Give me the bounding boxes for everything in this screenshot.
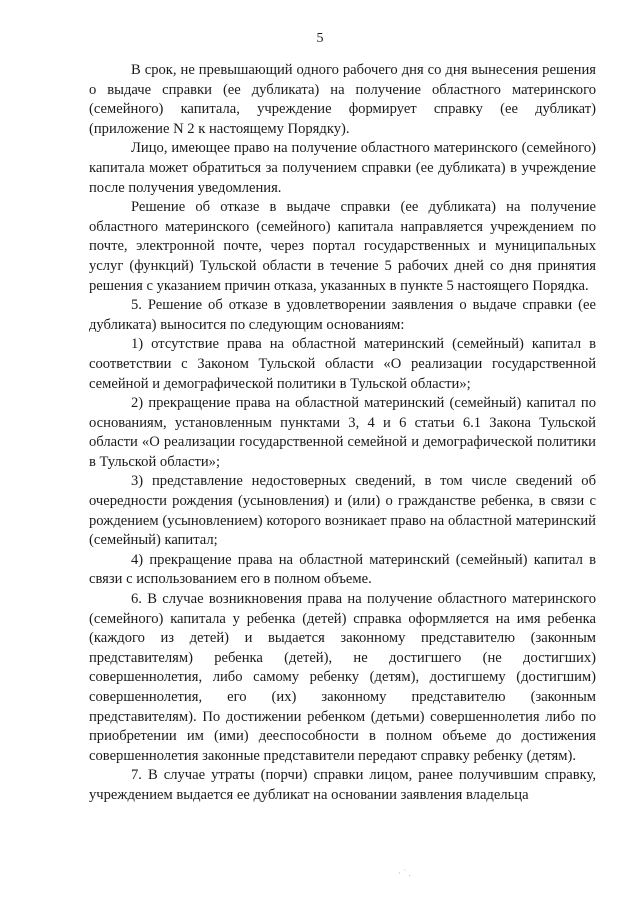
paragraph-clause-7: 7. В случае утраты (порчи) справки лицом, ранее получившим справку, учреждением выдается ее дубликат на основании заявления владельца [89,767,596,803]
document-body [89,61,596,806]
paragraph-certificate-formation: В срок, не превышающий одного рабочего дня со дня вынесения решения о выдаче справки (ее дубликата) на получение областного материнского (семейного) капитала, учреждение формирует справку (ее дубликат) (приложение N 2 к настоящему Порядку). [89,62,596,137]
paragraph-clause-6: 6. В случае возникновения права на получение областного материнского (семейного) капитала у ребенка (детей) справка оформляется на имя ребенка (каждого из детей) и выдается законному представителю (законным представителям) ребенка (детей), не достигшего (не достигших) совершеннолетия, либо самому ребенку (детям), достигшему (достигшим) совершеннолетия, его (их) законному представителю (законным представителям). По достижении ребенком (детьми) совершеннолетия либо по приобретении им (ими) дееспособности в полном объеме до достижения совершеннолетия законные представители передают справку ребенку (детям). [89,591,596,764]
list-item-1: 1) отсутствие права на областной материнский (семейный) капитал в соответствии с Законом Тульской области «О реализации государственной семейной и демографической политики в Тульской области»; [89,336,596,392]
list-item-2: 2) прекращение права на областной материнский (семейный) капитал по основаниям, установленным пунктами 3, 4 и 6 статьи 6.1 Закона Тульской области «О реализации государственной семейной и демографической политики в Тульской области»; [89,395,596,470]
scan-artifact: · ˙ . [398,868,411,878]
list-item-4: 4) прекращение права на областной материнский (семейный) капитал в связи с использованием его в полном объеме. [89,551,596,588]
page-number: 5 [316,31,324,46]
list-item-3: 3) представление недостоверных сведений, в том числе сведений об очередности рождения (усыновления) и (или) о гражданстве ребенка, в связи с рождением (усыновлением) которого возникает право на областной материнский (семейный) капитал; [89,473,596,549]
paragraph-clause-5: 5. Решение об отказе в удовлетворении заявления о выдаче справки (ее дубликата) выносится по следующим основаниям: [89,297,596,333]
paragraph-applicant-request: Лицо, имеющее право на получение областного материнского (семейного) капитала может обратиться за получением справки (ее дубликата) в учреждение после получения уведомления. [89,140,596,196]
paragraph-refusal-delivery: Решение об отказе в выдаче справки (ее дубликата) на получение областного материнского (семейного) капитала направляется учреждением по почте, электронной почте, через портал государственных и муниципальных услуг (функций) Тульской области в течение 5 рабочих дней со дня принятия решения с указанием причин отказа, указанных в пункте 5 настоящего Порядка. [89,199,596,294]
